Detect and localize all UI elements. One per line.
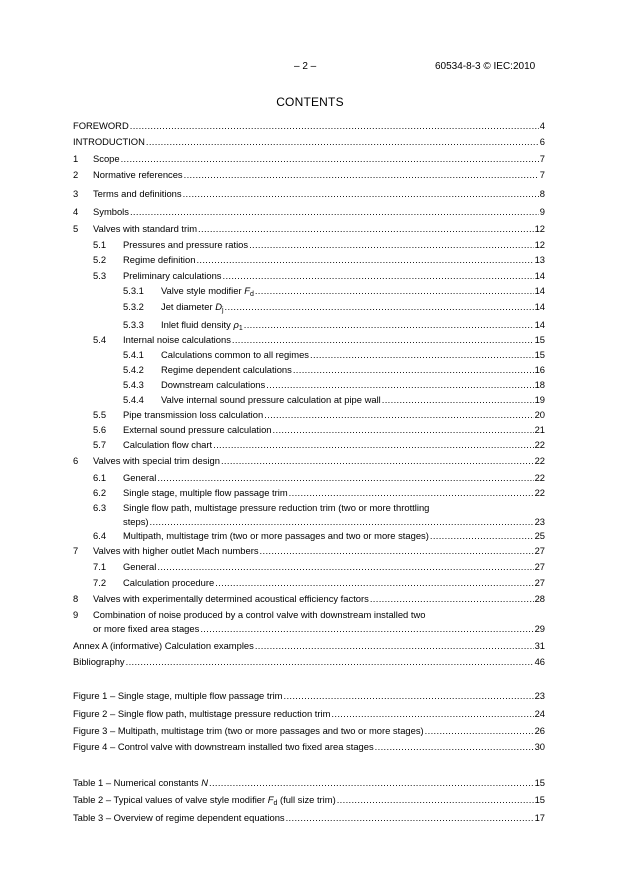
standard-reference: 60534-8-3 © IEC:2010 — [435, 61, 536, 72]
figure-list-item[interactable]: Figure 1 – Single stage, multiple flow passage trim ..... 23 — [73, 689, 545, 703]
toc-entry-5[interactable]: 5 Valves with standard trim ..... 12 — [73, 222, 545, 236]
toc-entry-5-3-3[interactable]: 5.3.3 Inlet fluid density $\rho_1$ ..... 14 — [73, 318, 545, 332]
toc-entry-5-3-1[interactable]: 5.3.1 Valve style modifier $F_d$ ..... 14 — [73, 284, 545, 298]
toc-entry-9[interactable]: 9 Combination of noise produced by a control valve with downstream installed two or more fixed area stages ..... 29 — [73, 608, 545, 636]
figure-list-item[interactable]: Figure 2 – Single flow path, multistage pressure reduction trim ..... 24 — [73, 707, 545, 721]
toc-entry-6[interactable]: 6 Valves with special trim design ..... 22 — [73, 454, 545, 468]
figure-list-item[interactable]: Figure 3 – Multipath, multistage trim (two or more passages and two or more stages) ..... 26 — [73, 724, 545, 738]
toc-entry-bibliography[interactable]: Bibliography ..... 46 — [73, 655, 545, 669]
toc-entry-7-2[interactable]: 7.2 Calculation procedure ..... 27 — [73, 576, 545, 590]
toc-entry-5-4-3[interactable]: 5.4.3 Downstream calculations ..... 18 — [73, 378, 545, 392]
toc-entry-5-4[interactable]: 5.4 Internal noise calculations ..... 15 — [73, 333, 545, 347]
toc-entry-5-7[interactable]: 5.7 Calculation flow chart ..... 22 — [73, 438, 545, 452]
toc-entry-5-6[interactable]: 5.6 External sound pressure calculation ..... 21 — [73, 423, 545, 437]
toc-entry-6-4[interactable]: 6.4 Multipath, multistage trim (two or more passages and two or more stages) ..... 25 — [73, 529, 545, 543]
toc-entry-6-3[interactable]: 6.3 Single flow path, multistage pressure reduction trim (two or more throttling steps) ..... 23 — [73, 501, 545, 529]
toc-entry-5-4-2[interactable]: 5.4.2 Regime dependent calculations ..... 16 — [73, 363, 545, 377]
toc-entry-3[interactable]: 3 Terms and definitions ..... 8 — [73, 187, 545, 201]
table-list-item[interactable]: Table 2 – Typical values of valve style modifier $F_d$ (full size trim) ..... 15 — [73, 793, 545, 807]
toc-entry-5-5[interactable]: 5.5 Pipe transmission loss calculation ..... 20 — [73, 408, 545, 422]
toc-entry-5-3[interactable]: 5.3 Preliminary calculations ..... 14 — [73, 269, 545, 283]
table-list-item[interactable]: Table 3 – Overview of regime dependent equations ..... 17 — [73, 811, 545, 825]
contents-title: CONTENTS — [276, 95, 344, 109]
toc-entry-5-4-4[interactable]: 5.4.4 Valve internal sound pressure calculation at pipe wall ..... 19 — [73, 393, 545, 407]
figure-list-item[interactable]: Figure 4 – Control valve with downstream installed two fixed area stages ..... 30 — [73, 740, 545, 754]
toc-entry-5-3-2[interactable]: 5.3.2 Jet diameter $D_j$ ..... 14 — [73, 300, 545, 314]
toc-entry-6-2[interactable]: 6.2 Single stage, multiple flow passage trim ..... 22 — [73, 486, 545, 500]
toc-entry-7[interactable]: 7 Valves with higher outlet Mach numbers ..... 27 — [73, 544, 545, 558]
toc-entry-2[interactable]: 2 Normative references ..... 7 — [73, 168, 545, 182]
table-list-item[interactable]: Table 1 – Numerical constants N ..... 15 — [73, 776, 545, 790]
toc-entry-6-1[interactable]: 6.1 General ..... 22 — [73, 471, 545, 485]
toc-entry-7-1[interactable]: 7.1 General ..... 27 — [73, 560, 545, 574]
toc-entry-5-1[interactable]: 5.1 Pressures and pressure ratios ..... 12 — [73, 238, 545, 252]
toc-entry-1[interactable]: 1 Scope ..... 7 — [73, 152, 545, 166]
toc-entry-introduction[interactable]: INTRODUCTION ..... 6 — [73, 135, 545, 149]
toc-entry-5-4-1[interactable]: 5.4.1 Calculations common to all regimes ..... 15 — [73, 348, 545, 362]
toc-entry-4[interactable]: 4 Symbols ..... 9 — [73, 205, 545, 219]
page-number: – 2 – — [294, 61, 317, 72]
toc-entry-8[interactable]: 8 Valves with experimentally determined acoustical efficiency factors ..... 28 — [73, 592, 545, 606]
toc-entry-5-2[interactable]: 5.2 Regime definition ..... 13 — [73, 253, 545, 267]
toc-entry-annex-a[interactable]: Annex A (informative) Calculation examples ..... 31 — [73, 639, 545, 653]
toc-entry-foreword[interactable]: FOREWORD ..... 4 — [73, 119, 545, 133]
